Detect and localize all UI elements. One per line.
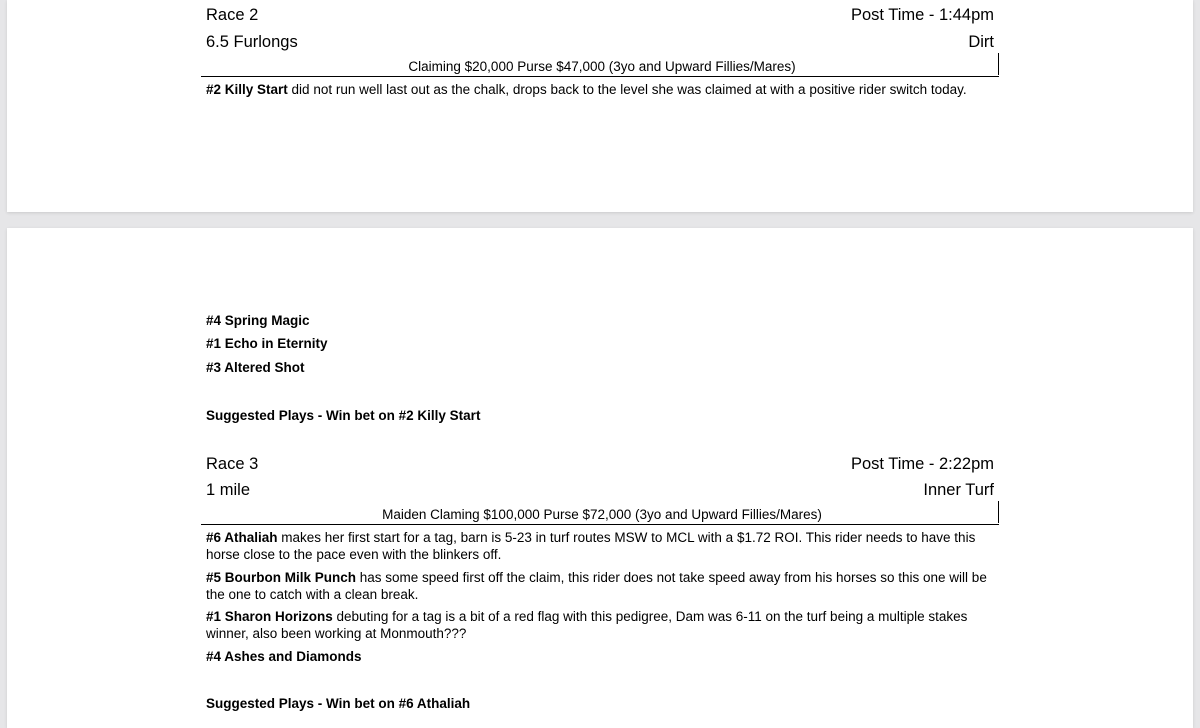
horse-name: #6 Athaliah (206, 530, 278, 545)
post-time: Post Time - 2:22pm (850, 455, 994, 473)
horse-name: #2 Killy Start (206, 82, 288, 97)
race-conditions: Claiming $20,000 Purse $47,000 (3yo and Upward Fillies/Mares) (408, 59, 796, 74)
note-text: did not run well last out as the chalk, drops back to the level she was claimed at with a positive rider switch today. (287, 82, 967, 97)
race-conditions: Maiden Claming $100,000 Purse $72,000 (3yo and Upward Fillies/Mares) (382, 507, 822, 522)
pick-1: #4 Spring Magic (206, 313, 310, 328)
note-text: debuting for a tag is a bit of a red flag with this pedigree, Dam was 6-11 on the turf being a multiple stakes winner, also been working at Monmouth??? (206, 609, 968, 641)
horse-name: #5 Bourbon Milk Punch (206, 570, 357, 585)
handicap-note (206, 81, 1006, 98)
conditions-divider (998, 501, 999, 523)
conditions-divider (998, 53, 999, 75)
document-page-2 (7, 228, 1193, 728)
race-number: Race 2 (206, 6, 259, 24)
race-distance: 1 mile (206, 481, 251, 499)
handicap-note (206, 569, 1006, 603)
race-number: Race 3 (206, 455, 259, 473)
handicap-note (206, 608, 1006, 642)
handicap-note (206, 648, 1006, 665)
horse-name: #1 Sharon Horizons (206, 609, 333, 624)
handicap-note (206, 529, 1006, 563)
conditions-rule (201, 76, 999, 77)
suggested-plays: Suggested Plays - Win bet on #6 Athaliah (206, 696, 471, 711)
pick-2: #1 Echo in Eternity (206, 336, 328, 351)
note-text: has some speed first off the claim, this rider does not take speed away from his horses so this one will be the one to catch with a clean break. (206, 570, 987, 602)
note-text: makes her first start for a tag, barn is 5-23 in turf routes MSW to MCL with a $1.72 ROI. This rider needs to have this horse close to the pace even with the blinkers off. (206, 530, 976, 562)
post-time: Post Time - 1:44pm (850, 6, 994, 24)
race-surface: Inner Turf (923, 481, 994, 499)
suggested-plays: Suggested Plays - Win bet on #2 Killy Start (206, 408, 481, 423)
conditions-rule (201, 524, 999, 525)
race-distance: 6.5 Furlongs (206, 33, 298, 51)
document-page-1 (7, 0, 1193, 212)
pick-3: #3 Altered Shot (206, 360, 305, 375)
horse-name: #4 Ashes and Diamonds (206, 649, 362, 664)
race-surface: Dirt (968, 33, 994, 51)
